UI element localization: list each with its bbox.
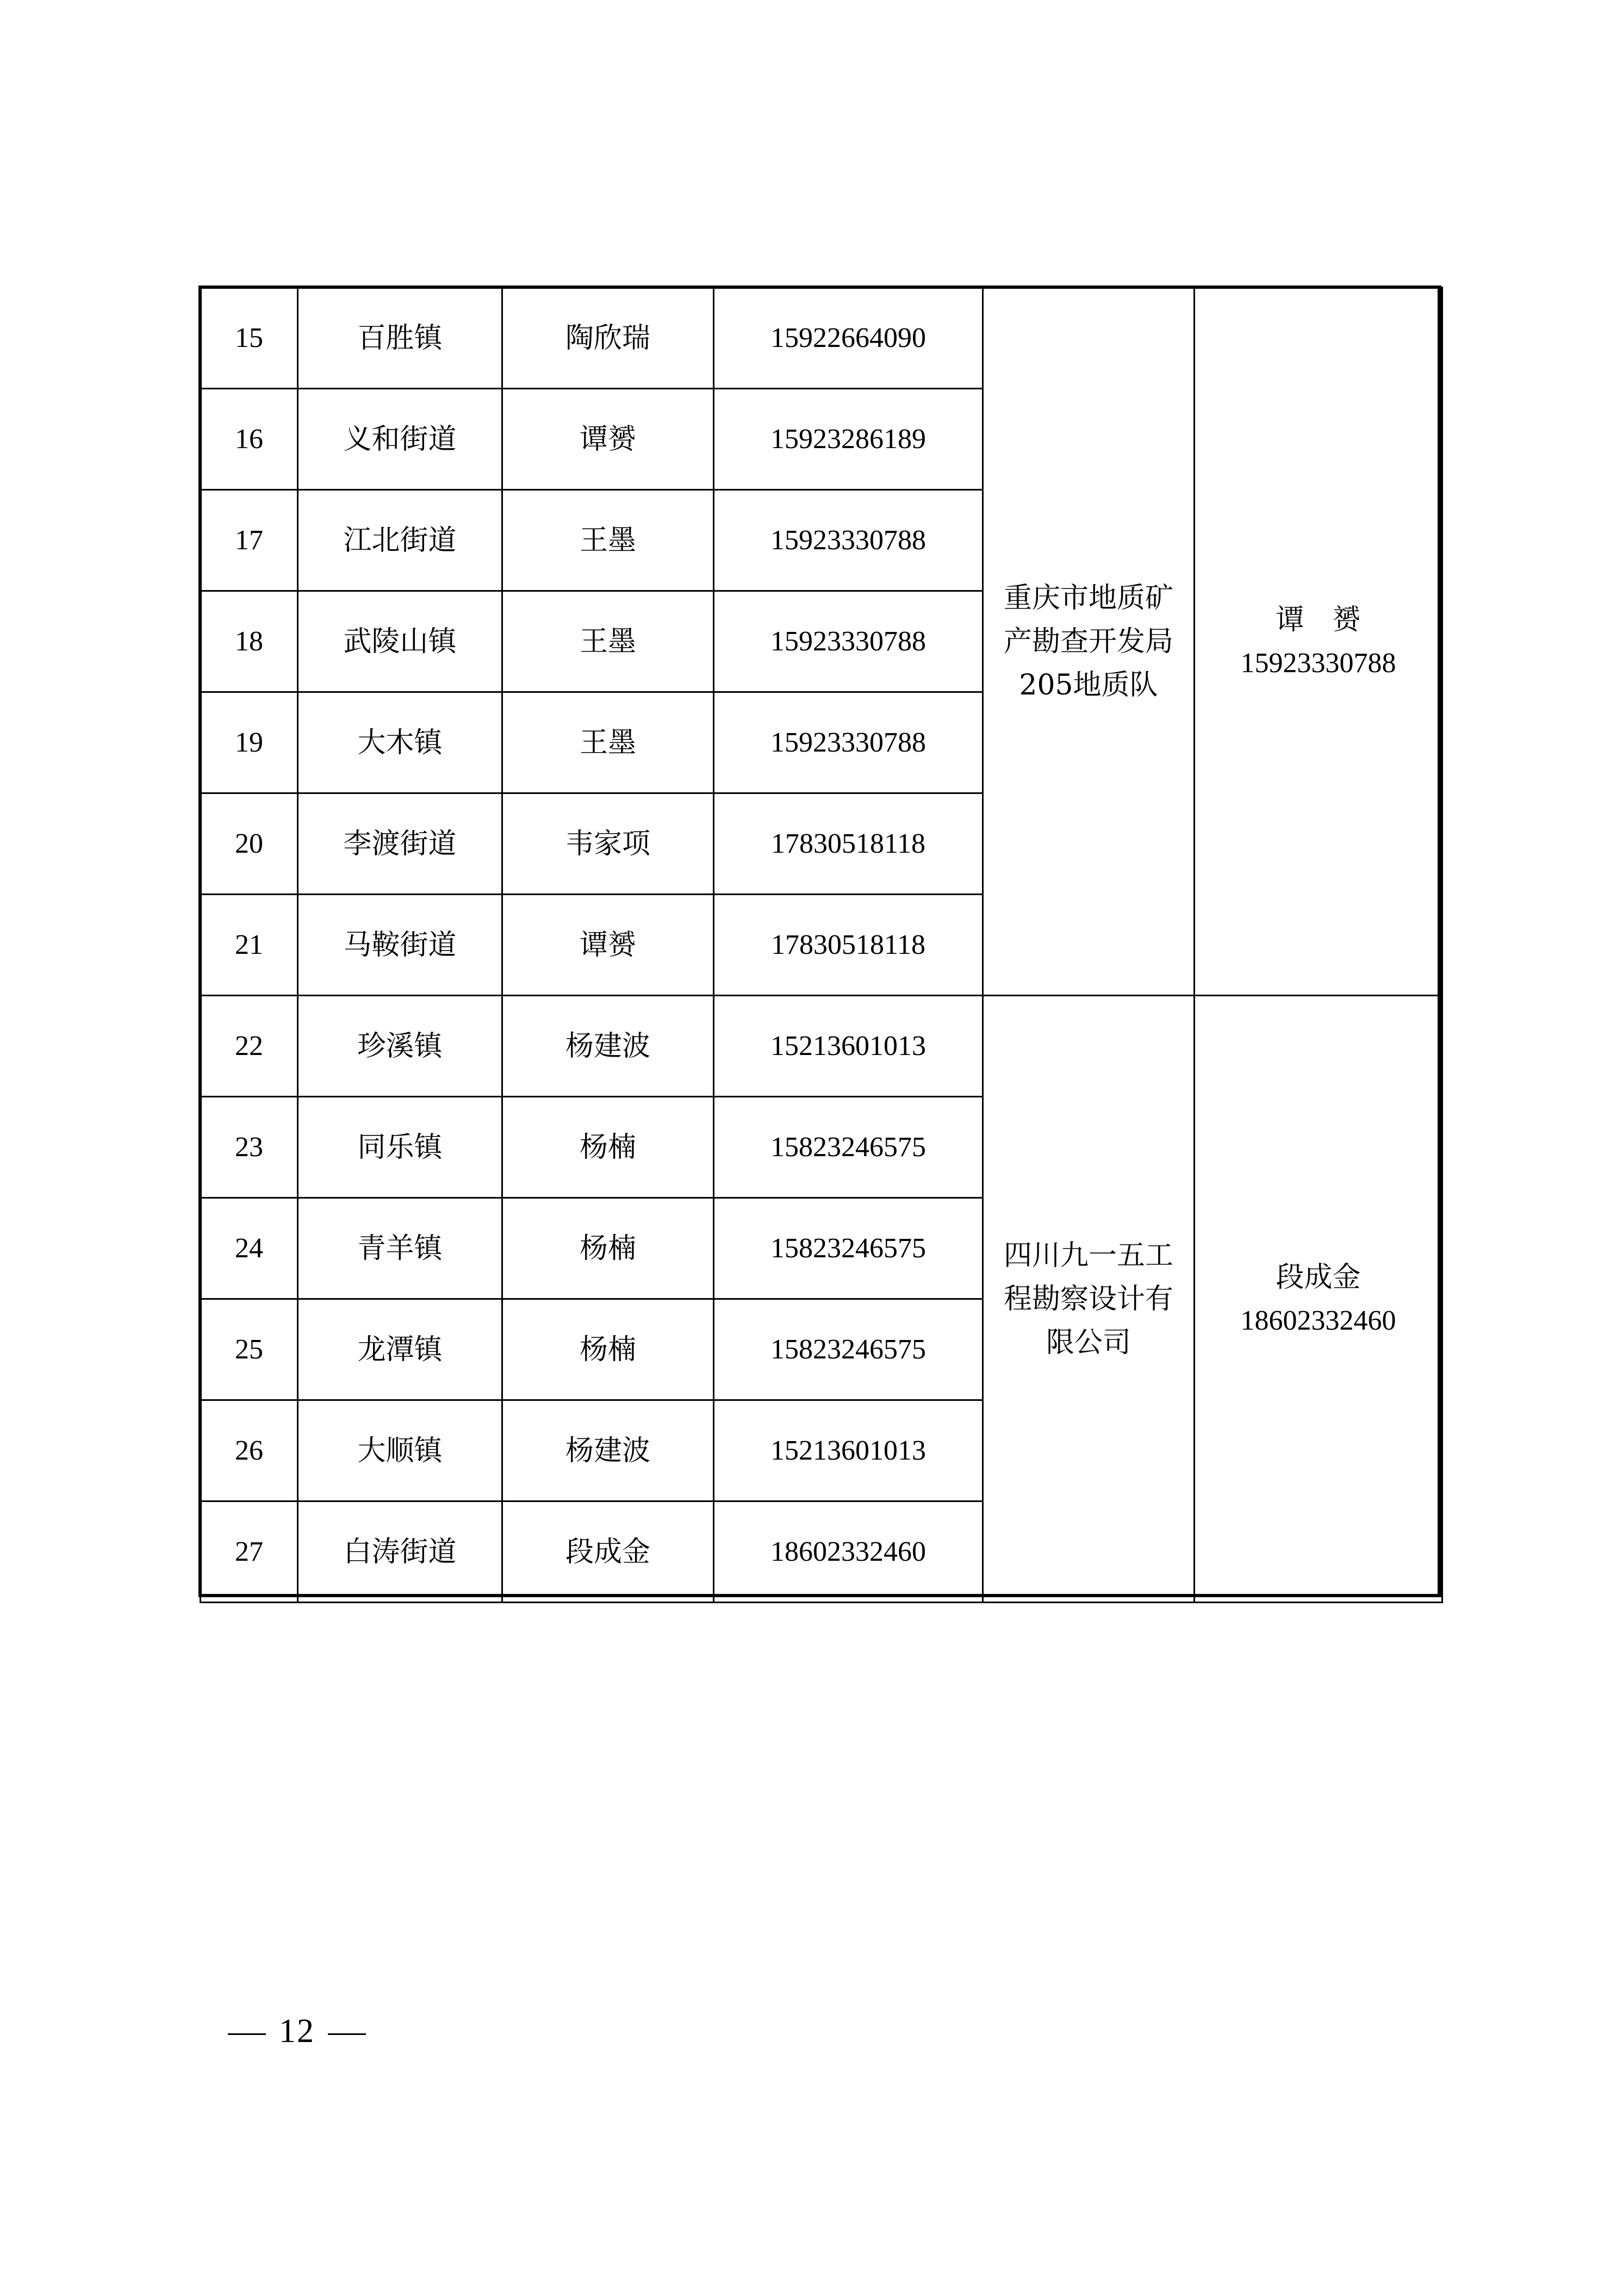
lead-contact [1195,996,1442,1603]
contact-phone: 17830518118 [714,895,983,996]
contact-phone: 15923330788 [714,692,983,793]
town-name: 同乐镇 [298,1097,502,1198]
row-number: 19 [201,692,298,793]
town-name: 马鞍街道 [298,895,502,996]
contact-phone: 15823246575 [714,1198,983,1299]
row-number: 25 [201,1299,298,1400]
row-number: 22 [201,996,298,1097]
lead-name: 谭 赟 [1276,603,1361,636]
town-name: 百胜镇 [298,288,502,389]
town-name: 青羊镇 [298,1198,502,1299]
contact-phone: 15823246575 [714,1097,983,1198]
contact-phone: 18602332460 [714,1501,983,1603]
town-name: 江北街道 [298,490,502,591]
dash-left [228,2033,266,2035]
town-name: 珍溪镇 [298,996,502,1097]
contact-person: 谭赟 [502,389,714,490]
row-number: 16 [201,389,298,490]
table-row [201,288,1442,389]
contact-phone: 17830518118 [714,793,983,895]
row-number: 17 [201,490,298,591]
row-number: 24 [201,1198,298,1299]
contact-person: 杨楠 [502,1097,714,1198]
lead-name: 段成金 [1276,1261,1361,1294]
organization-name: 重庆市地质矿产勘查开发局205地质队 [983,288,1195,996]
contact-person: 王墨 [502,591,714,692]
contact-person: 王墨 [502,692,714,793]
contact-phone: 15923286189 [714,389,983,490]
row-number: 26 [201,1400,298,1501]
town-name: 龙潭镇 [298,1299,502,1400]
contact-person: 杨楠 [502,1198,714,1299]
contact-phone: 15923330788 [714,591,983,692]
page-number-value: 12 [279,2013,315,2050]
lead-contact [1195,288,1442,996]
town-name: 武陵山镇 [298,591,502,692]
contact-phone: 15922664090 [714,288,983,389]
row-number: 15 [201,288,298,389]
contact-phone: 15213601013 [714,1400,983,1501]
town-name: 李渡街道 [298,793,502,895]
contact-person: 陶欣瑞 [502,288,714,389]
town-name: 大顺镇 [298,1400,502,1501]
table-row [201,996,1442,1097]
contact-person: 谭赟 [502,895,714,996]
contact-phone: 15213601013 [714,996,983,1097]
contact-person: 段成金 [502,1501,714,1603]
row-number: 27 [201,1501,298,1603]
contact-phone: 15823246575 [714,1299,983,1400]
contact-table [200,287,1443,1603]
row-number: 18 [201,591,298,692]
lead-phone: 18602332460 [1240,1305,1396,1336]
town-name: 白涛街道 [298,1501,502,1603]
row-number: 21 [201,895,298,996]
contact-person: 韦家项 [502,793,714,895]
organization-name: 四川九一五工程勘察设计有限公司 [983,996,1195,1603]
contact-person: 王墨 [502,490,714,591]
contact-person: 杨建波 [502,996,714,1097]
row-number: 20 [201,793,298,895]
dash-right [328,2033,366,2035]
contact-person: 杨楠 [502,1299,714,1400]
lead-phone: 15923330788 [1240,647,1396,679]
page-number [215,2012,379,2051]
contact-person: 杨建波 [502,1400,714,1501]
row-number: 23 [201,1097,298,1198]
town-name: 大木镇 [298,692,502,793]
contact-phone: 15923330788 [714,490,983,591]
town-name: 义和街道 [298,389,502,490]
